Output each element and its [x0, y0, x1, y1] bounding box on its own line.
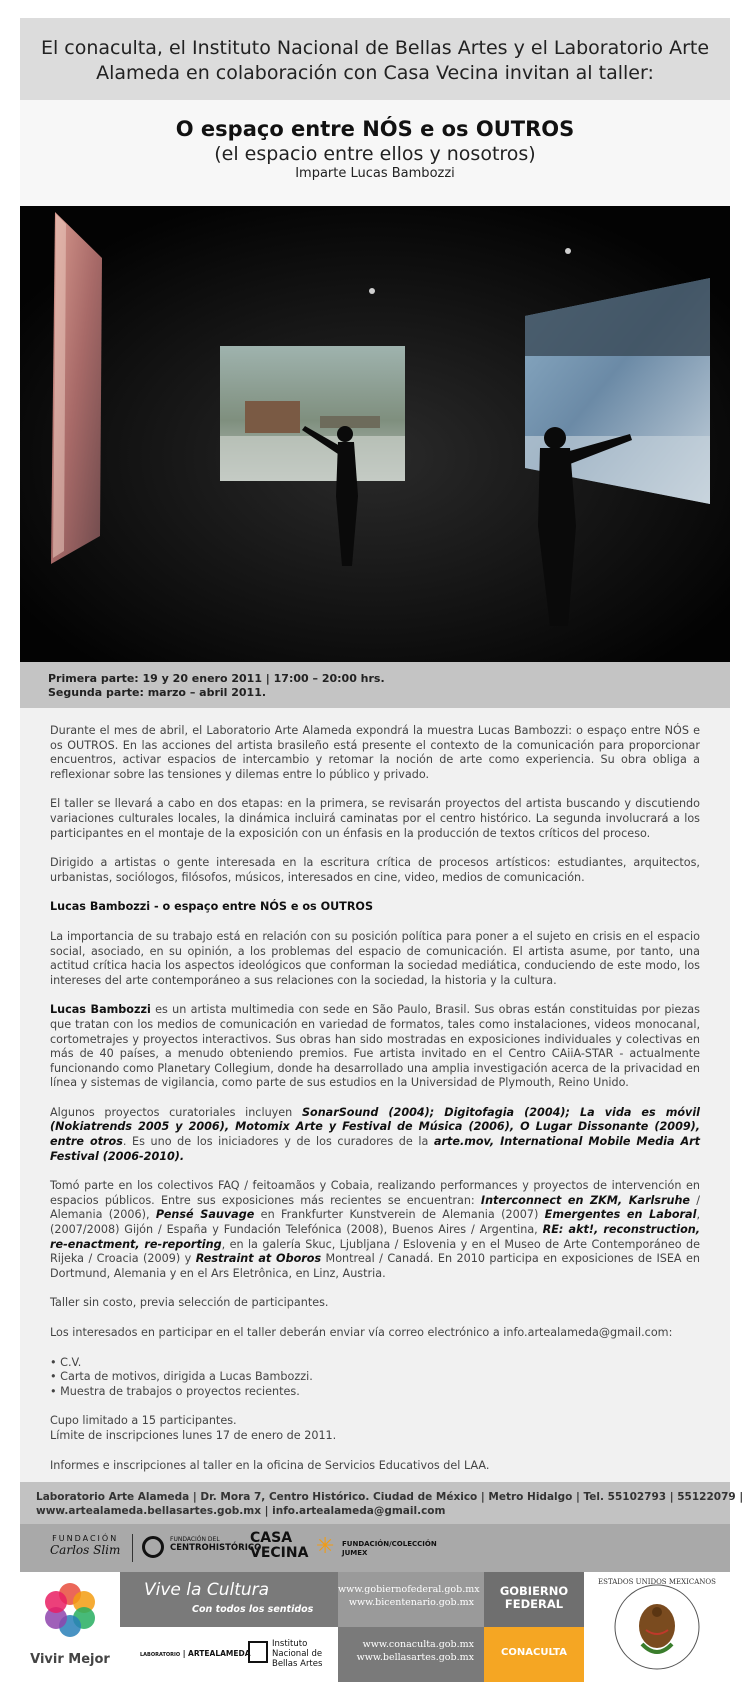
paragraph-importance: La importancia de su trabajo está en relación con su posición política para poner a el sujeto en crisis en el espacio social, asociado, en su opinión, a los problemas del espacio de comunicación. El artista asume, por tanto, una actitud crítica hacia los aspectos ideológicos que conforman la sociedad mediática, conduciendo de este modo, los intereses del arte contemporáneo a sus relaciones con la sociedad, la historia y la cultura. — [50, 929, 700, 987]
workshop-subtitle: (el espacio entre ellos y nosotros) — [214, 143, 536, 165]
logo-centro-historico — [170, 1536, 261, 1553]
header-line-2: Alameda en colaboración con Casa Vecina invitan al taller: — [96, 62, 654, 84]
contact-address: Laboratorio Arte Alameda | Dr. Mora 7, Centro Histórico. Ciudad de México | Metro Hidalgo | Tel. 55102793 | 55122079 | — [36, 1491, 744, 1503]
logo-inba — [272, 1639, 322, 1669]
vecina-text: VECINA — [250, 1545, 309, 1561]
bellasartes-link[interactable]: www.bellasartes.gob.mx — [356, 1652, 474, 1663]
exh-a: Tomó parte en los colectivos FAQ / feitoamãos y Cobaia, realizando performances y proyectos de intervención en espacios públicos. Entre sus exposiciones más recientes se encuentran: — [50, 1179, 700, 1207]
laa-small-text: LABORATORIO — [140, 1652, 181, 1658]
paragraph-apply: Los interesados en participar en el taller deberán enviar vía correo electrónico a info.artealameda@gmail.com: — [50, 1326, 673, 1339]
limit-date: Límite de inscripciones lunes 17 de enero de 2011. — [50, 1428, 337, 1442]
req-item-letter: • Carta de motivos, dirigida a Lucas Bambozzi. — [50, 1370, 313, 1384]
workshop-instructor: Imparte Lucas Bambozzi — [295, 166, 455, 181]
logo-jumex — [342, 1540, 437, 1558]
title-block — [20, 100, 730, 206]
req-item-cv: • C.V. — [50, 1355, 82, 1369]
installation-photo — [20, 206, 730, 662]
bicentenario-link[interactable]: www.bicentenario.gob.mx — [348, 1597, 474, 1608]
slim-top-text: FUNDACIÓN — [52, 1534, 119, 1543]
vivir-mejor-flower-icon — [40, 1580, 100, 1640]
body-text — [20, 708, 730, 1473]
exh-k: Montreal / Canadá. En 2010 participa en exposiciones de ISEA en Dortmund, Alemania y en el Ars Eletrônica, en Linz, Austria. — [50, 1252, 700, 1280]
bio-heading: Lucas Bambozzi - o espaço entre NÓS e os OUTROS — [50, 900, 374, 914]
vivir-mejor-text: Vivir Mejor — [30, 1652, 110, 1667]
conaculta-links-panel — [338, 1627, 484, 1682]
casa-text: CASA — [250, 1530, 293, 1546]
paragraph-exhibitions — [50, 1179, 700, 1281]
bio-name: Lucas Bambozzi — [50, 1003, 151, 1017]
header-banner — [20, 18, 730, 100]
logo-artealameda: LABORATORIO | ARTEALAMEDA — [140, 1649, 251, 1658]
paragraph-intro: Durante el mes de abril, el Laboratorio Arte Alameda expondrá la muestra Lucas Bambozzi: o espaço entre NÓS e os OUTROS. En las acciones del artista brasileño está presente el contexto de la comunicación para proporcionar encuentros, activar espacios de intercambio y retomar la noción de arte como experiencia. Su obra obliga a reflexionar sobre las tensiones y dilemas entre lo público y privado. — [50, 724, 700, 781]
contact-web: www.artealameda.bellasartes.gob.mx | info.artealameda@gmail.com — [36, 1505, 446, 1517]
centro-main-text: CENTROHISTÓRICO — [170, 1543, 262, 1553]
requirements-list — [50, 1356, 700, 1400]
curatorial-text-a: Algunos proyectos curatoriales incluyen — [50, 1105, 302, 1119]
centro-top-text: FUNDACIÓN DEL — [170, 1536, 220, 1543]
inba-line-2: Nacional de — [272, 1649, 323, 1659]
req-item-samples: • Muestra de trabajos o proyectos recientes. — [50, 1384, 300, 1398]
logo-fundacion-slim — [50, 1534, 120, 1557]
limit-participants: Cupo limitado a 15 participantes. — [50, 1414, 237, 1428]
inba-line-3: Bellas Artes — [272, 1659, 323, 1669]
logo-conaculta — [484, 1627, 584, 1682]
jumex-top-text: FUNDACIÓN/COLECCIÓN — [342, 1540, 437, 1548]
paragraph-limits — [50, 1414, 700, 1443]
slim-bottom-text: Carlos Slim — [50, 1543, 121, 1557]
conaculta-text: CONACULTA — [501, 1647, 567, 1658]
centro-historico-icon — [142, 1536, 164, 1558]
curatorial-projects: SonarSound (2004); Digitofagia (2004); La vida es móvil (Nokiatrends 2005 y 2006), Motomix Arte y Festival de Música (2006), O Lugar Dissonante (2009), entre otros — [50, 1105, 700, 1149]
vive-la-cultura-sub: Con todos los sentidos — [192, 1604, 314, 1615]
curatorial-festival: arte.mov, International Mobile Media Art Festival (2006-2010). — [50, 1135, 700, 1163]
federal-text: FEDERAL — [504, 1597, 564, 1611]
conaculta-link[interactable]: www.conaculta.gob.mx — [362, 1639, 474, 1650]
poster — [20, 18, 744, 1682]
seal-text: ESTADOS UNIDOS MEXICANOS — [598, 1578, 716, 1586]
logo-casa-vecina — [250, 1531, 308, 1561]
paragraph-audience: Dirigido a artistas o gente interesada en la escritura crítica de procesos artísticos: estudiantes, arquitectos, urbanistas, sociólogos, filósofos, músicos, interesados en cine, video, medios de comunicación. — [50, 856, 700, 884]
exh-e: en Frankfurter Kunstverein de Alemania (2007) — [254, 1208, 545, 1222]
exh-f: Emergentes en Laboral — [544, 1208, 697, 1222]
dates-bar — [20, 662, 730, 708]
bio-text: es un artista multimedia con sede en São Paulo, Brasil. Sus obras están constituidas por piezas que tratan con los medios de comunicación en variedad de formatos, tales como instalaciones, videos monocanal, cortometrajes y proyectos interactivos. Sus obras han sido mostradas en exposiciones individuales y colectivas en más de 40 países, a menudo obteniendo premios. Fue artista invitado en el Centro CAiiA-STAR - actualmente funcionando como Planetary Collegium, donde ha desarrollado una amplia investigación acerca de la privacidad en línea y sistemas de vigilancia, como parte de sus estudios en la Universidad de Plymouth, Reino Unido. — [50, 1003, 700, 1090]
mexico-seal — [584, 1572, 730, 1682]
government-footer — [20, 1572, 730, 1682]
exh-d: Pensé Sauvage — [155, 1208, 255, 1222]
jumex-bottom-text: JUMEX — [342, 1549, 368, 1557]
workshop-title: O espaço entre NÓS e os OUTROS — [175, 117, 575, 141]
laa-text: ARTEALAMEDA — [188, 1649, 251, 1658]
paragraph-bio — [50, 1003, 700, 1091]
exh-c: / Alemania (2006), — [50, 1193, 700, 1222]
curatorial-text-c: . Es uno de los iniciadores y de los curadores de la — [122, 1135, 434, 1149]
paragraph-curatorial — [50, 1106, 700, 1164]
gob-links-panel — [338, 1572, 484, 1627]
dates-part-2: Segunda parte: marzo – abril 2011. — [48, 686, 267, 699]
logo-vivir-mejor — [20, 1572, 120, 1682]
sponsors-bar — [20, 1524, 730, 1572]
inba-icon — [248, 1641, 268, 1663]
laa-inba-panel — [120, 1627, 338, 1682]
exh-g: , (2007/2008) Gijón / España y Fundación Telefónica (2008), Buenos Aires / Argentina, — [50, 1208, 701, 1237]
vive-la-cultura-panel — [120, 1572, 338, 1627]
vive-la-cultura-text: Vive la Cultura — [144, 1580, 270, 1600]
gobiernofederal-link[interactable]: www.gobiernofederal.gob.mx — [338, 1584, 480, 1595]
paragraph-info: Informes e inscripciones al taller en la oficina de Servicios Educativos del LAA. — [50, 1458, 490, 1472]
dates-part-1: Primera parte: 19 y 20 enero 2011 | 17:00 – 20:00 hrs. — [48, 672, 385, 685]
logo-gobierno-federal — [484, 1572, 584, 1627]
contact-bar — [20, 1482, 744, 1524]
exh-h: RE: akt!, reconstruction, re-enactment, re-reporting — [50, 1223, 700, 1251]
gobierno-text: GOBIERNO — [499, 1584, 569, 1598]
exh-j: Restraint at Oboros — [195, 1252, 322, 1266]
paragraph-stages: El taller se llevará a cabo en dos etapas: en la primera, se revisarán proyectos del artista buscando y discutiendo variaciones culturales locales, la dinámica incluirá caminatas por el centro histórico. La segunda involucrará a los participantes en el montaje de la exposición con un énfasis en la producción de textos críticos del proceso. — [50, 797, 700, 840]
paragraph-cost: Taller sin costo, previa selección de participantes. — [50, 1296, 329, 1310]
inba-line-1: Instituto — [272, 1639, 308, 1649]
header-line-1: El conaculta, el Instituto Nacional de Bellas Artes y el Laboratorio Arte — [40, 37, 710, 59]
eagle-seal-icon — [612, 1582, 702, 1672]
installation-photo-graphic — [20, 206, 730, 662]
exh-b: Interconnect en ZKM, Karlsruhe — [480, 1193, 690, 1207]
exh-i: , en la galería Skuc, Ljubljana / Eslovenia y en el Museo de Arte Contemporáneo de Rijeka / Croacia (2009) y — [50, 1237, 700, 1266]
jumex-star-icon: ✳ — [316, 1534, 335, 1559]
